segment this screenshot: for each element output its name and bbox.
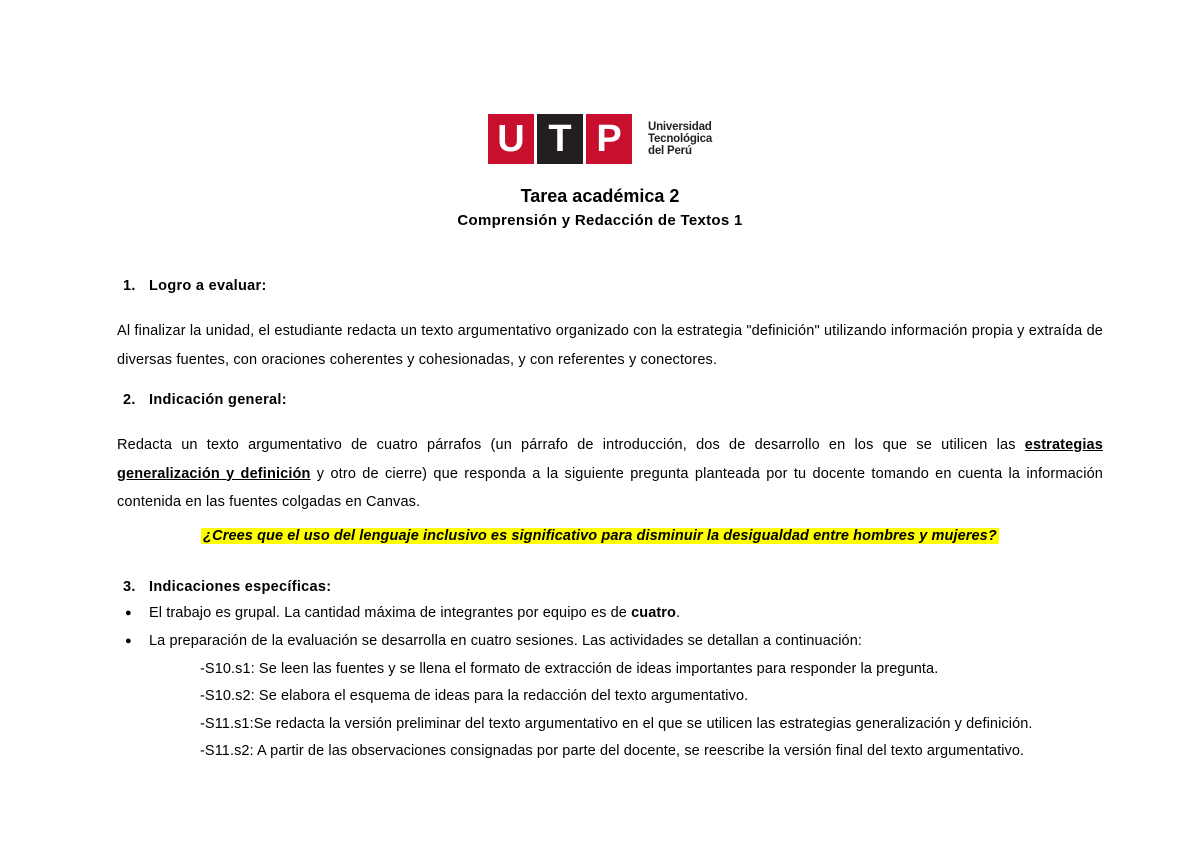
section-3-heading: [123, 579, 331, 595]
guiding-question: [0, 528, 1200, 544]
bullet-1-text-part2: .: [676, 605, 681, 621]
section-1-title: Logro a evaluar:: [149, 278, 267, 294]
session-item: -S10.s2: Se elabora el esquema de ideas para la redacción del texto argumentativo.: [200, 688, 749, 704]
section-1-number: 1.: [123, 278, 136, 294]
session-item: -S11.s1:Se redacta la versión preliminar del texto argumentativo en el que se utilicen las estrategias generalización y definición.: [200, 716, 1033, 732]
bullet-item: [125, 633, 862, 649]
bullet-1-text-part1: El trabajo es grupal. La cantidad máxima de integrantes por equipo es de: [149, 605, 632, 621]
section-2-text-part2: y otro de cierre) que responda a la siguiente pregunta planteada por tu docente tomando en cuenta la información contenida en las fuentes colgadas en Canvas.: [117, 465, 1103, 510]
strategies-emphasis: estrategias generalización y definición: [117, 437, 1103, 482]
section-1-paragraph: Al finalizar la unidad, el estudiante redacta un texto argumentativo organizado con la estrategia "definición" utilizando información propia y extraída de diversas fuentes, con oraciones coherentes y cohesionadas, y con referentes y conectores.: [117, 323, 1103, 368]
logo-line-1: Universidad: [648, 121, 712, 133]
bullet-1-bold: cuatro: [631, 605, 676, 621]
logo-line-3: del Perú: [648, 145, 692, 157]
bullet-2-text: La preparación de la evaluación se desarrolla en cuatro sesiones. Las actividades se detallan a continuación:: [149, 633, 862, 649]
logo-letter-t: T: [537, 114, 583, 164]
section-2-number: 2.: [123, 392, 136, 408]
section-2-paragraph: [117, 431, 1103, 517]
bullet-dot-icon: ●: [125, 607, 132, 619]
logo-letter-p: P: [586, 114, 632, 164]
section-2-heading: [123, 392, 287, 408]
section-2-title: Indicación general:: [149, 392, 287, 408]
bullet-dot-icon: ●: [125, 635, 132, 647]
session-item: -S10.s1: Se leen las fuentes y se llena el formato de extracción de ideas importantes para responder la pregunta.: [200, 661, 939, 677]
document-subtitle: Comprensión y Redacción de Textos 1: [457, 212, 743, 229]
section-2-text-part1: Redacta un texto argumentativo de cuatro párrafos (un párrafo de introducción, dos de desarrollo en los que se utilicen las: [117, 437, 1025, 453]
section-3-title: Indicaciones específicas:: [149, 579, 332, 595]
logo-wordmark: [648, 121, 712, 157]
session-item: -S11.s2: A partir de las observaciones consignadas por parte del docente, se reescribe la versión final del texto argumentativo.: [200, 743, 1025, 759]
bullet-item: [125, 605, 680, 621]
document-title: Tarea académica 2: [520, 186, 680, 206]
section-1-heading: [123, 278, 267, 294]
logo-letter-u: U: [488, 114, 534, 164]
utp-logo: [488, 114, 712, 164]
highlighted-question: ¿Crees que el uso del lenguaje inclusivo es significativo para disminuir la desigualdad entre hombres y mujeres?: [203, 528, 997, 544]
section-3-number: 3.: [123, 579, 136, 595]
logo-line-2: Tecnológica: [648, 133, 713, 145]
